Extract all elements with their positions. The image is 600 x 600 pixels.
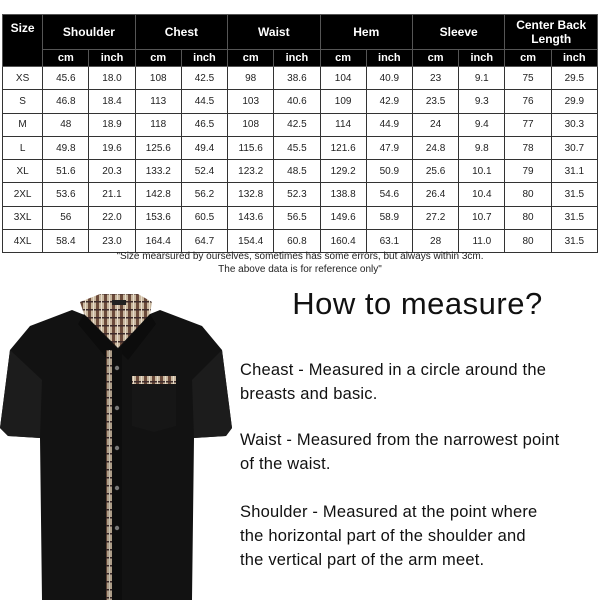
measurement-cell: 113	[135, 90, 181, 113]
measurement-cell: 78	[505, 136, 551, 159]
sleeve-header: Sleeve	[412, 15, 504, 50]
measurement-cell: 9.3	[459, 90, 505, 113]
measurement-cell: 118	[135, 113, 181, 136]
table-row	[3, 136, 598, 159]
shoulder-instruction	[240, 500, 537, 572]
measurement-cell: 164.4	[135, 230, 181, 253]
shoulder-instruction-line-1: Shoulder - Measured at the point where	[240, 503, 538, 521]
table-row	[3, 160, 598, 183]
shirt-image	[0, 288, 232, 600]
waist-instruction-line-2: of the waist.	[240, 455, 331, 473]
measurement-cell: 56.5	[274, 206, 320, 229]
measurement-cell: 154.4	[228, 230, 274, 253]
measurement-cell: 29.5	[551, 67, 597, 90]
measurement-cell: 46.5	[181, 113, 227, 136]
measurement-cell: 31.5	[551, 230, 597, 253]
size-label: 2XL	[3, 183, 43, 206]
measurement-cell: 31.5	[551, 206, 597, 229]
measurement-cell: 24	[412, 113, 458, 136]
measurement-cell: 9.1	[459, 67, 505, 90]
measurement-cell: 143.6	[228, 206, 274, 229]
unit-cm: cm	[505, 50, 551, 67]
waist-instruction-line-1: Waist - Measured from the narrowest point	[240, 431, 560, 449]
measurement-cell: 38.6	[274, 67, 320, 90]
measurement-cell: 76	[505, 90, 551, 113]
measurement-cell: 77	[505, 113, 551, 136]
measurement-cell: 109	[320, 90, 366, 113]
measurement-cell: 64.7	[181, 230, 227, 253]
chest-instruction	[240, 358, 546, 406]
measurement-cell: 58.4	[43, 230, 89, 253]
measurement-cell: 115.6	[228, 136, 274, 159]
size-chart-table	[2, 14, 598, 253]
measurement-cell: 149.6	[320, 206, 366, 229]
measurement-cell: 23.0	[89, 230, 135, 253]
size-label: XL	[3, 160, 43, 183]
measurement-cell: 26.4	[412, 183, 458, 206]
measurement-cell: 153.6	[135, 206, 181, 229]
measurement-cell: 160.4	[320, 230, 366, 253]
measurement-cell: 60.5	[181, 206, 227, 229]
measurement-cell: 56	[43, 206, 89, 229]
measurement-cell: 40.6	[274, 90, 320, 113]
unit-inch: inch	[551, 50, 597, 67]
measurement-cell: 19.6	[89, 136, 135, 159]
shoulder-instruction-line-2: the horizontal part of the shoulder and	[240, 527, 526, 545]
footnote-line-1: "Size mearsured by ourselves, sometimes has some errors, but always within 3cm.	[116, 251, 484, 262]
measurement-cell: 44.5	[181, 90, 227, 113]
measurement-cell: 30.7	[551, 136, 597, 159]
shoulder-header: Shoulder	[43, 15, 135, 50]
measurement-cell: 29.9	[551, 90, 597, 113]
measurement-cell: 114	[320, 113, 366, 136]
measurement-cell: 45.6	[43, 67, 89, 90]
table-row	[3, 206, 598, 229]
measurement-cell: 60.8	[274, 230, 320, 253]
unit-cm: cm	[43, 50, 89, 67]
measurement-cell: 22.0	[89, 206, 135, 229]
measurement-cell: 129.2	[320, 160, 366, 183]
size-rows	[3, 67, 598, 253]
measurement-cell: 123.2	[228, 160, 274, 183]
measurement-cell: 63.1	[366, 230, 412, 253]
center-back-length-header: Center Back Length	[505, 15, 598, 50]
measurement-cell: 10.4	[459, 183, 505, 206]
measurement-cell: 138.8	[320, 183, 366, 206]
table-row	[3, 90, 598, 113]
footnote-line-2: The above data is for reference only"	[218, 264, 382, 275]
chest-instruction-line-2: breasts and basic.	[240, 385, 378, 403]
size-label: XS	[3, 67, 43, 90]
unit-inch: inch	[366, 50, 412, 67]
measurement-cell: 54.6	[366, 183, 412, 206]
unit-cm: cm	[320, 50, 366, 67]
measurement-cell: 18.0	[89, 67, 135, 90]
measurement-cell: 40.9	[366, 67, 412, 90]
measurement-cell: 108	[228, 113, 274, 136]
measurement-cell: 48.5	[274, 160, 320, 183]
how-to-measure-title: How to measure?	[292, 286, 543, 321]
measurement-cell: 9.4	[459, 113, 505, 136]
measurement-cell: 51.6	[43, 160, 89, 183]
unit-cm: cm	[228, 50, 274, 67]
size-label: M	[3, 113, 43, 136]
measurement-cell: 79	[505, 160, 551, 183]
unit-inch: inch	[89, 50, 135, 67]
measurement-cell: 58.9	[366, 206, 412, 229]
chest-header: Chest	[135, 15, 227, 50]
footnote	[0, 250, 600, 276]
unit-inch: inch	[181, 50, 227, 67]
measurement-cell: 104	[320, 67, 366, 90]
measurement-cell: 75	[505, 67, 551, 90]
measurement-cell: 80	[505, 206, 551, 229]
measurement-cell: 42.9	[366, 90, 412, 113]
waist-header: Waist	[228, 15, 320, 50]
measurement-cell: 53.6	[43, 183, 89, 206]
measurement-cell: 121.6	[320, 136, 366, 159]
table-row	[3, 67, 598, 90]
unit-inch: inch	[459, 50, 505, 67]
unit-cm: cm	[135, 50, 181, 67]
measurement-cell: 47.9	[366, 136, 412, 159]
measurement-cell: 108	[135, 67, 181, 90]
measurement-cell: 30.3	[551, 113, 597, 136]
measurement-cell: 28	[412, 230, 458, 253]
measurement-cell: 25.6	[412, 160, 458, 183]
measurement-cell: 52.3	[274, 183, 320, 206]
measurement-cell: 23.5	[412, 90, 458, 113]
measurement-cell: 50.9	[366, 160, 412, 183]
measurement-cell: 11.0	[459, 230, 505, 253]
measurement-cell: 48	[43, 113, 89, 136]
measurement-cell: 80	[505, 183, 551, 206]
measurement-cell: 31.5	[551, 183, 597, 206]
measurement-cell: 103	[228, 90, 274, 113]
shoulder-instruction-line-3: the vertical part of the arm meet.	[240, 551, 485, 569]
measurement-cell: 142.8	[135, 183, 181, 206]
measurement-cell: 45.5	[274, 136, 320, 159]
waist-instruction	[240, 428, 559, 476]
measurement-cell: 27.2	[412, 206, 458, 229]
measurement-cell: 98	[228, 67, 274, 90]
measurement-cell: 132.8	[228, 183, 274, 206]
hem-header: Hem	[320, 15, 412, 50]
measurement-cell: 49.4	[181, 136, 227, 159]
measurement-cell: 10.7	[459, 206, 505, 229]
size-header: Size	[3, 15, 43, 67]
measurement-cell: 10.1	[459, 160, 505, 183]
measurement-cell: 21.1	[89, 183, 135, 206]
measurement-cell: 46.8	[43, 90, 89, 113]
measurement-cell: 125.6	[135, 136, 181, 159]
measurement-cell: 20.3	[89, 160, 135, 183]
measurement-cell: 42.5	[274, 113, 320, 136]
measurement-cell: 9.8	[459, 136, 505, 159]
table-row	[3, 113, 598, 136]
unit-inch: inch	[274, 50, 320, 67]
table-row	[3, 183, 598, 206]
size-label: 3XL	[3, 206, 43, 229]
measurement-cell: 31.1	[551, 160, 597, 183]
measurement-cell: 42.5	[181, 67, 227, 90]
chest-instruction-line-1: Cheast - Measured in a circle around the	[240, 361, 547, 379]
measurement-cell: 49.8	[43, 136, 89, 159]
measurement-cell: 18.4	[89, 90, 135, 113]
measurement-cell: 56.2	[181, 183, 227, 206]
measurement-cell: 18.9	[89, 113, 135, 136]
measurement-cell: 80	[505, 230, 551, 253]
measurement-cell: 133.2	[135, 160, 181, 183]
unit-cm: cm	[412, 50, 458, 67]
size-label: L	[3, 136, 43, 159]
measurement-cell: 23	[412, 67, 458, 90]
measurement-cell: 44.9	[366, 113, 412, 136]
measurement-cell: 52.4	[181, 160, 227, 183]
measurement-cell: 24.8	[412, 136, 458, 159]
size-label: S	[3, 90, 43, 113]
size-label: 4XL	[3, 230, 43, 253]
